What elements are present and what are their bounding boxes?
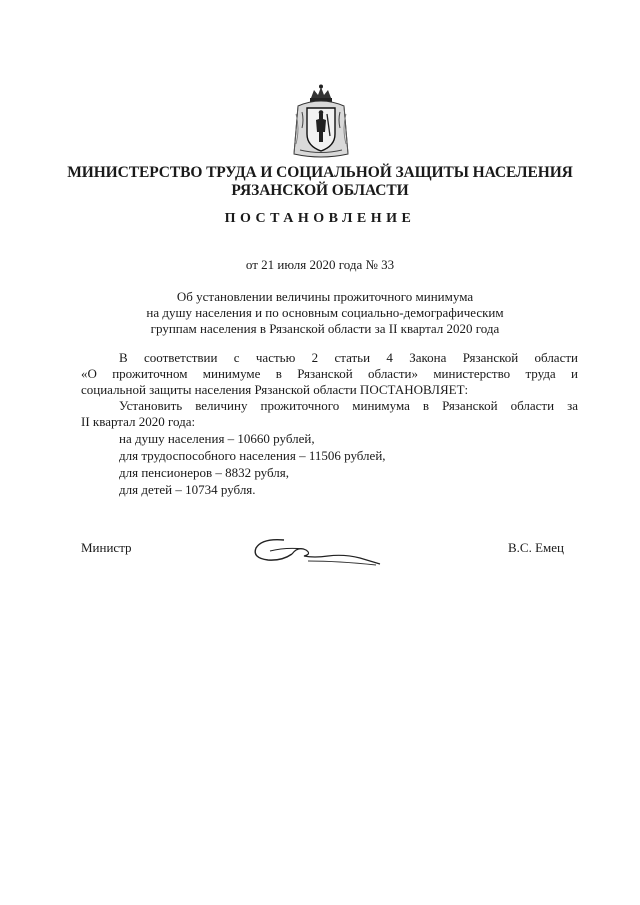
list-item: для пенсионеров – 8832 рубля,: [119, 465, 290, 480]
subject-line1: Об установлении величины прожиточного минимума: [176, 289, 474, 304]
list-item: для детей – 10734 рубля.: [119, 482, 256, 497]
list-item: на душу населения – 10660 рублей,: [119, 431, 315, 446]
ministry-name-line2: РЯЗАНСКОЙ ОБЛАСТИ: [231, 182, 409, 199]
subject-line2: на душу населения и по основным социально-демографическим: [146, 305, 504, 320]
document-type-title: ПОСТАНОВЛЕНИЕ: [224, 211, 416, 226]
paragraph2-line2: II квартал 2020 года:: [81, 414, 196, 429]
signer-role: Министр: [81, 540, 132, 555]
document-body: [81, 350, 578, 498]
ryazan-coat-of-arms-icon: [290, 84, 352, 160]
subject-line3: группам населения в Рязанской области за II квартал 2020 года: [150, 321, 500, 336]
paragraph1-line3: социальной защиты населения Рязанской области ПОСТАНОВЛЯЕТ:: [81, 382, 469, 397]
date-and-number: от 21 июля 2020 года № 33: [245, 257, 395, 272]
ministry-name: [40, 164, 600, 200]
paragraph2-line1: Установить величину прожиточного минимума в Рязанской области за: [119, 398, 578, 413]
paragraph1-line2: «О прожиточном минимуме в Рязанской области» министерство труда и: [81, 366, 578, 381]
document-subject: [80, 289, 570, 337]
signer-name: В.С. Емец: [508, 540, 564, 555]
paragraph1-line1: В соответствии с частью 2 статьи 4 Закона Рязанской области: [119, 350, 578, 365]
list-item: для трудоспособного населения – 11506 рублей,: [119, 448, 386, 463]
ministry-name-line1: МИНИСТЕРСТВО ТРУДА И СОЦИАЛЬНОЙ ЗАЩИТЫ НАСЕЛЕНИЯ: [67, 164, 573, 181]
handwritten-signature: [248, 534, 383, 568]
